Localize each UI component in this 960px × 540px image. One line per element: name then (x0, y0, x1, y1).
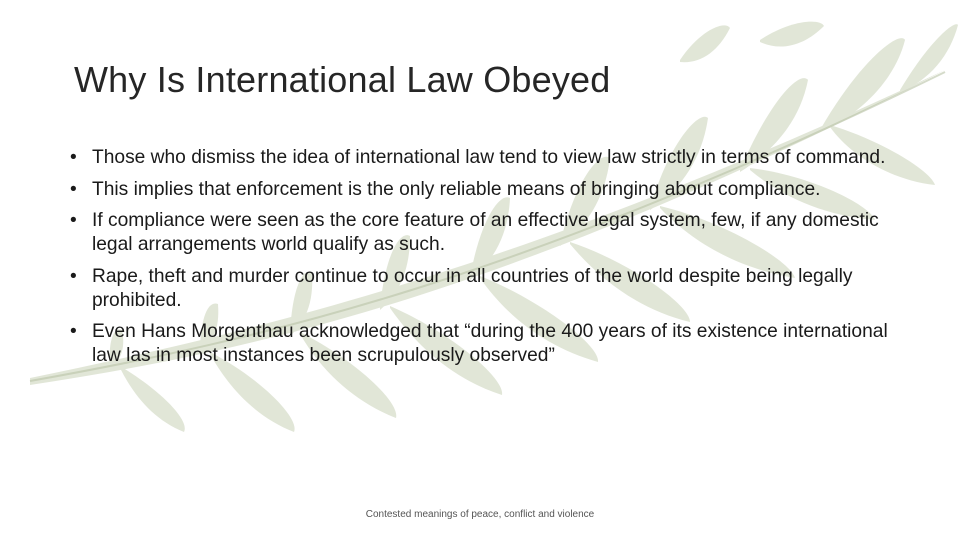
bullet-text: Rape, theft and murder continue to occur in all countries of the world despite being legally prohibited. (92, 265, 853, 311)
bullet-item (70, 209, 890, 257)
slide-title: Why Is International Law Obeyed (74, 59, 611, 100)
bullet-text: Even Hans Morgenthau acknowledged that “during the 400 years of its existence international law las in most instances been scrupulously observed” (92, 321, 888, 366)
bullet-item (70, 146, 890, 170)
bullet-list (70, 146, 890, 376)
bullet-marker: • (70, 321, 77, 342)
bullet-text: This implies that enforcement is the only reliable means of bringing about compliance. (92, 178, 821, 200)
bullet-item (70, 320, 890, 368)
bullet-marker: • (70, 178, 77, 200)
slide-footer: Contested meanings of peace, conflict and violence (365, 509, 595, 520)
bullet-marker: • (70, 210, 77, 231)
bullet-text: If compliance were seen as the core feature of an effective legal system, few, if any domestic legal arrangements world qualify as such. (92, 210, 879, 255)
bullet-marker: • (70, 265, 77, 287)
bullet-text: Those who dismiss the idea of international law tend to view law strictly in terms of command. (92, 147, 886, 168)
bullet-item (70, 265, 890, 313)
bullet-item (70, 178, 890, 202)
bullet-marker: • (70, 147, 77, 168)
